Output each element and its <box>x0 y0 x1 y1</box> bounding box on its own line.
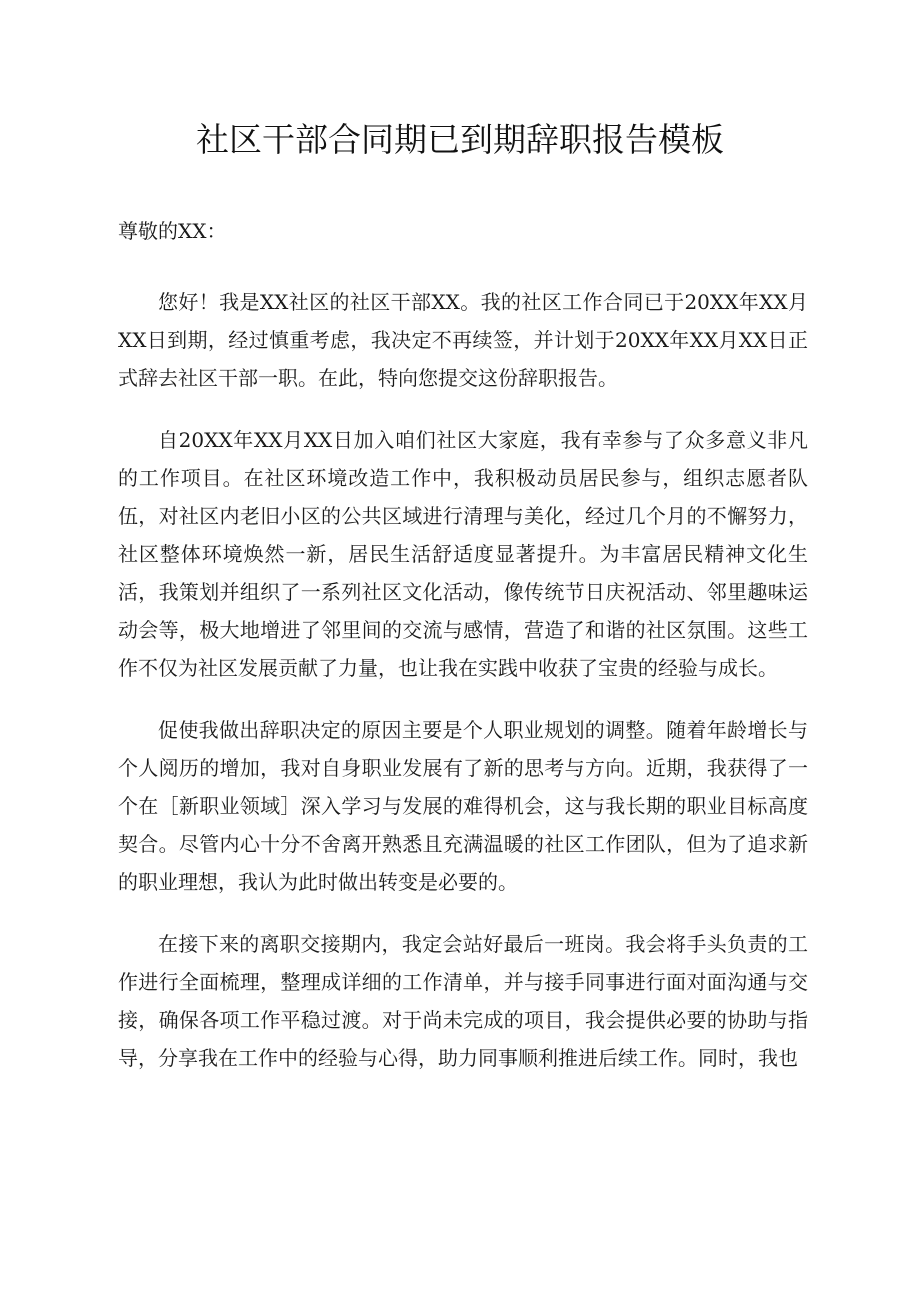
paragraph-handover: 在接下来的离职交接期内，我定会站好最后一班岗。我会将手头负责的工作进行全面梳理，整理成详细的工作清单，并与接手同事进行面对面沟通与交接，确保各项工作平稳过渡。对于尚未完成的项目，我会提供必要的协助与指导，分享我在工作中的经验与心得，助力同事顺利推进后续工作。同时，我也 <box>118 932 808 1070</box>
document-body <box>118 212 808 1077</box>
paragraph-greeting: 您好！我是XX社区的社区干部XX。我的社区工作合同已于20XX年XX月XX日到期，经过慎重考虑，我决定不再续签，并计划于20XX年XX月XX日正式辞去社区干部一职。在此，特向您提交这份辞职报告。 <box>118 290 808 390</box>
document-title: 社区干部合同期已到期辞职报告模板 <box>196 120 724 159</box>
paragraph-work-experience: 自20XX年XX月XX日加入咱们社区大家庭，我有幸参与了众多意义非凡的工作项目。在社区环境改造工作中，我积极动员居民参与，组织志愿者队伍，对社区内老旧小区的公共区域进行清理与美化，经过几个月的不懈努力，社区整体环境焕然一新，居民生活舒适度显著提升。为丰富居民精神文化生活，我策划并组织了一系列社区文化活动，像传统节日庆祝活动、邻里趣味运动会等，极大地增进了邻里间的交流与感情，营造了和谐的社区氛围。这些工作不仅为社区发展贡献了力量，也让我在实践中收获了宝贵的经验与成长。 <box>118 428 808 680</box>
salutation: 尊敬的XX： <box>118 219 227 243</box>
paragraph-resignation-reason: 促使我做出辞职决定的原因主要是个人职业规划的调整。随着年龄增长与个人阅历的增加，我对自身职业发展有了新的思考与方向。近期，我获得了一个在［新职业领域］深入学习与发展的难得机会，这与我长期的职业目标高度契合。尽管内心十分不舍离开熟悉且充满温暖的社区工作团队，但为了追求新的职业理想，我认为此时做出转变是必要的。 <box>118 718 808 894</box>
